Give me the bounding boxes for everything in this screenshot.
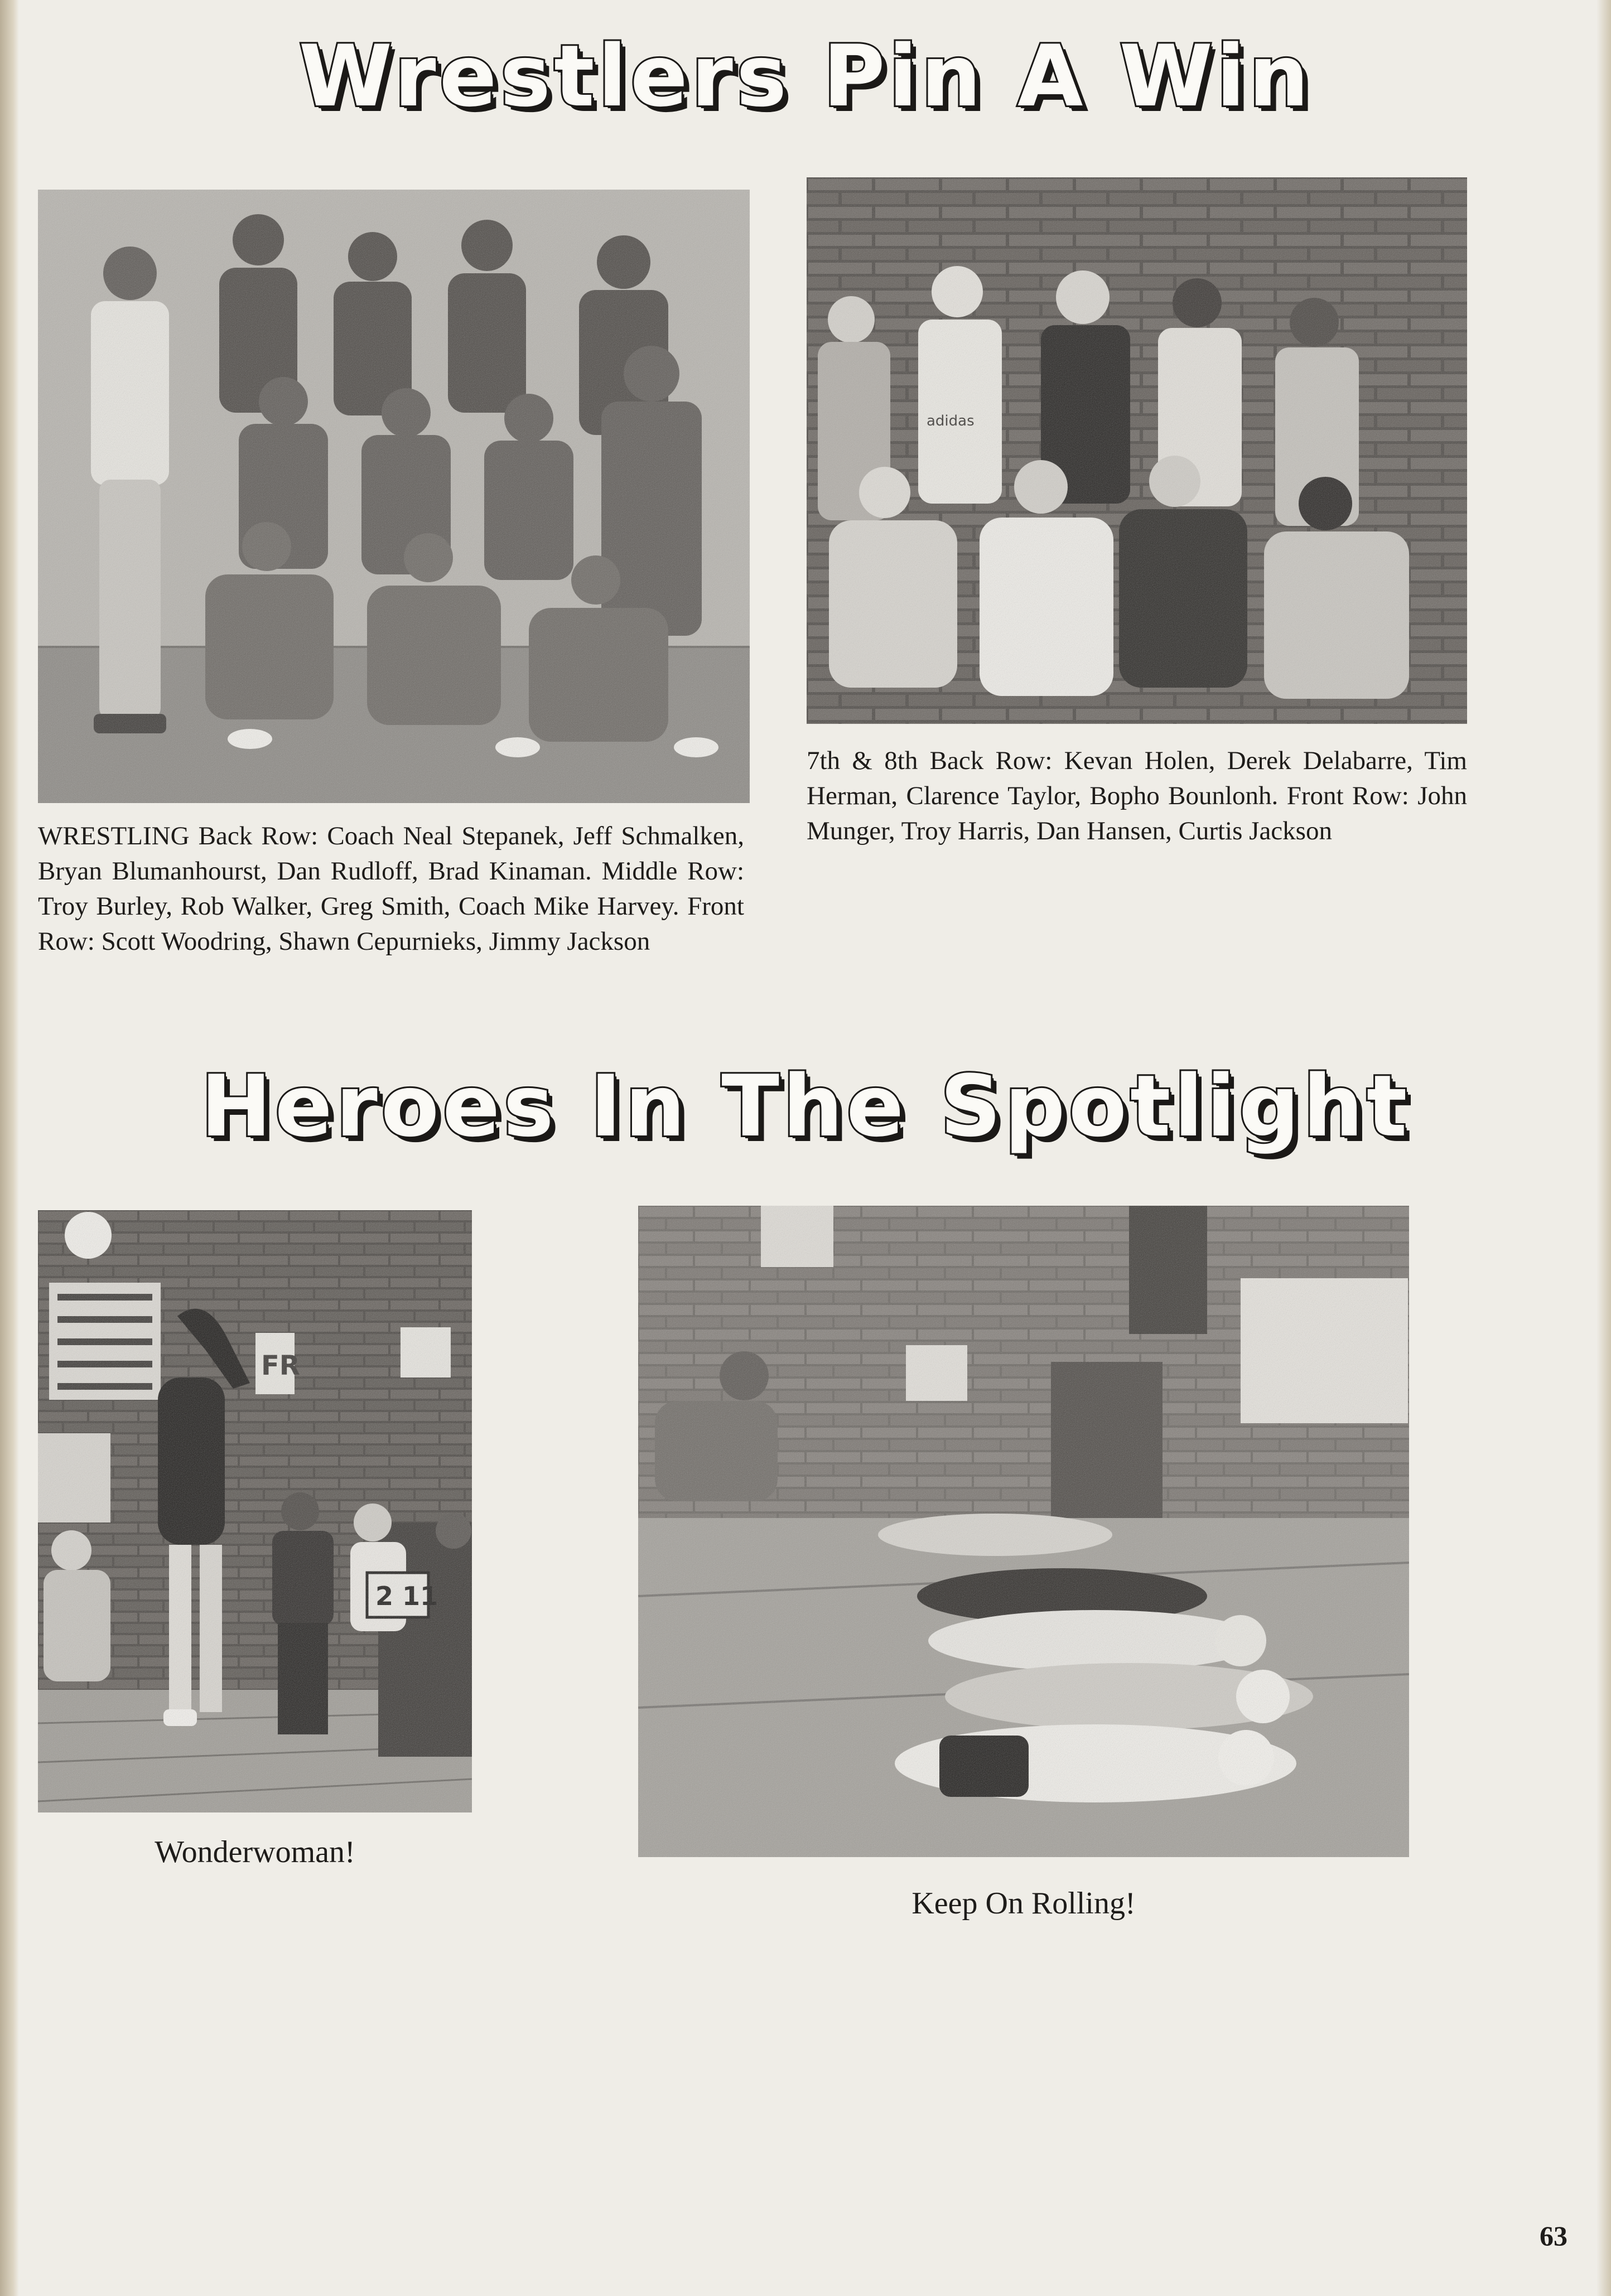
heading-wrestlers-pin-a-win: Wrestlers Pin A Win <box>298 27 1313 125</box>
page-number: 63 <box>1540 2220 1567 2251</box>
photo-keep-on-rolling <box>638 1206 1409 1857</box>
heading-heroes-in-the-spotlight: Heroes In The Spotlight <box>200 1057 1411 1156</box>
photo-wrestling-team <box>38 190 750 803</box>
caption-wonderwoman: Wonderwoman! <box>155 1835 355 1869</box>
caption-junior-high: 7th & 8th Back Row: Kevan Holen, Derek Delabarre, Tim Herman, Clarence Taylor, Bopho Bounlonh. Front Row: John Munger, Troy Harris, Dan Hansen, Curtis Jackson <box>807 746 1467 845</box>
photo-wonderwoman-volleyball <box>38 1210 472 1812</box>
caption-keep-on-rolling: Keep On Rolling! <box>911 1886 1136 1921</box>
photo-junior-high-wrestlers <box>807 177 1467 724</box>
caption-wrestling: WRESTLING Back Row: Coach Neal Stepanek, Jeff Schmalken, Bryan Blumanhourst, Dan Rudloff, Brad Kinaman. Middle Row: Troy Burley, Rob Walker, Greg Smith, Coach Mike Harvey. Front Row: Scott Woodring, Shawn Cepurnieks, Jimmy Jackson <box>38 821 744 956</box>
